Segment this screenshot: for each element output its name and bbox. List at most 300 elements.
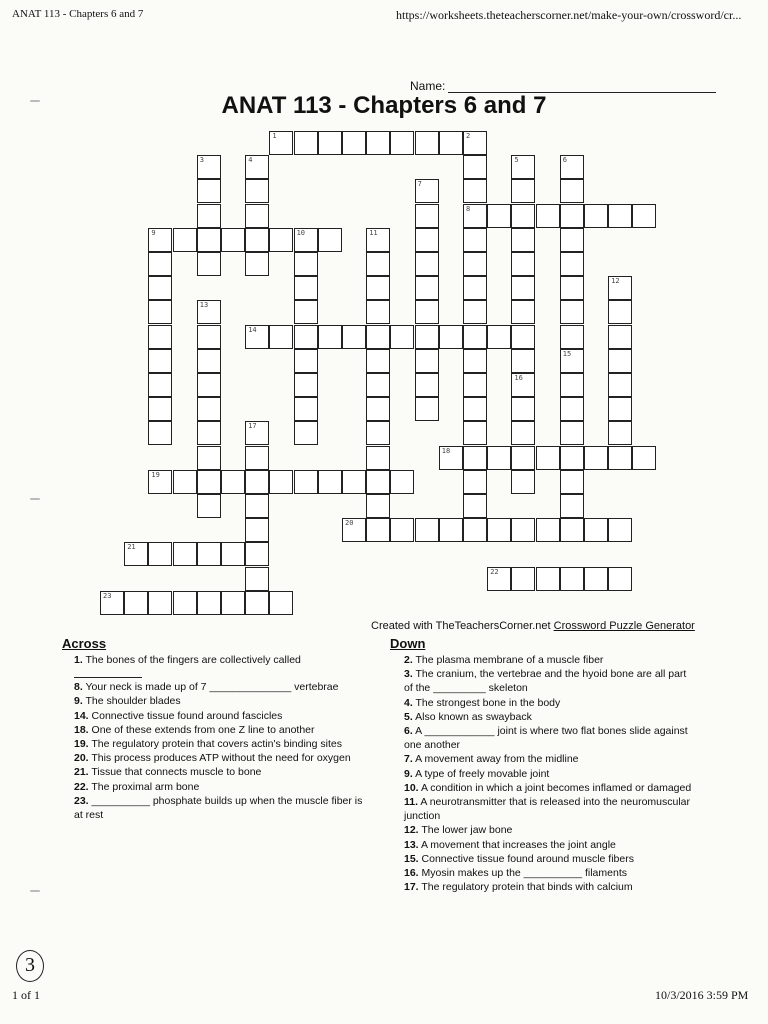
crossword-cell[interactable]	[560, 325, 584, 349]
crossword-cell[interactable]	[560, 494, 584, 518]
crossword-cell[interactable]	[560, 397, 584, 421]
crossword-cell[interactable]	[463, 470, 487, 494]
clue-text: The regulatory protein that binds with calcium	[421, 881, 633, 894]
crossword-cell[interactable]	[560, 470, 584, 494]
clue-text: A condition in which a joint becomes inflamed or damaged	[420, 781, 692, 794]
clue-down-7	[404, 752, 694, 766]
clue-number: 23.	[74, 794, 89, 807]
clue-across-14	[74, 709, 374, 723]
clue-number: 16.	[404, 867, 419, 880]
clue-down-10	[404, 781, 694, 795]
crossword-cell[interactable]	[366, 325, 390, 349]
crossword-cell[interactable]	[439, 131, 463, 155]
crossword-cell[interactable]	[148, 397, 172, 421]
crossword-cell[interactable]	[221, 542, 245, 566]
crossword-cell[interactable]	[463, 300, 487, 324]
clue-number: 21.	[74, 766, 89, 779]
crossword-cell[interactable]	[148, 276, 172, 300]
crossword-cell[interactable]	[124, 591, 148, 615]
crossword-cell[interactable]	[318, 325, 342, 349]
crossword-cell[interactable]	[415, 179, 439, 203]
clue-text: Connective tissue found around muscle fibers	[421, 852, 634, 865]
crossword-cell[interactable]	[415, 349, 439, 373]
crossword-cell[interactable]	[366, 131, 390, 155]
name-field-row	[410, 78, 716, 93]
crossword-cell[interactable]	[463, 179, 487, 203]
crossword-cell[interactable]	[463, 349, 487, 373]
clue-number: 7.	[404, 753, 413, 766]
clue-down-3	[404, 667, 694, 695]
crossword-cell[interactable]	[197, 325, 221, 349]
clue-number: 9.	[74, 695, 83, 708]
credit-prefix: Created with TheTeachersCorner.net	[371, 620, 551, 632]
generator-credit	[371, 620, 695, 632]
crossword-cell[interactable]	[560, 446, 584, 470]
clue-across-19	[74, 737, 374, 751]
clue-down-15	[404, 852, 694, 866]
crossword-cell[interactable]	[390, 325, 414, 349]
crossword-cell[interactable]	[342, 325, 366, 349]
cell-clue-number: 21	[127, 543, 136, 552]
crossword-cell[interactable]	[487, 446, 511, 470]
clue-text: A type of freely movable joint	[415, 767, 550, 780]
crossword-cell[interactable]	[415, 300, 439, 324]
clue-text: Your neck is made up of 7 ______________ vertebrae	[85, 681, 339, 694]
clue-across-23	[62, 794, 374, 822]
crossword-cell[interactable]	[463, 252, 487, 276]
crossword-cell[interactable]	[511, 567, 535, 591]
down-heading: Down	[390, 636, 426, 651]
clue-text: A movement away from the midline	[415, 753, 579, 766]
clue-text: A ____________ joint is where two flat bones slide against one another	[404, 725, 688, 752]
crossword-cell[interactable]	[269, 228, 293, 252]
crossword-cell[interactable]	[560, 276, 584, 300]
crossword-cell[interactable]	[197, 349, 221, 373]
crossword-cell[interactable]	[415, 325, 439, 349]
across-heading: Across	[62, 636, 107, 651]
crossword-cell[interactable]	[390, 470, 414, 494]
clue-text: The cranium, the vertebrae and the hyoid bone are all part of the _________ skeleton	[404, 668, 687, 695]
crossword-cell[interactable]	[415, 518, 439, 542]
clue-number: 10.	[404, 781, 419, 794]
crossword-cell[interactable]	[245, 155, 269, 179]
cell-clue-number: 5	[514, 156, 519, 165]
clue-across-9	[74, 694, 374, 708]
crossword-cell[interactable]	[245, 470, 269, 494]
crossword-cell[interactable]	[173, 591, 197, 615]
crossword-cell[interactable]	[463, 397, 487, 421]
crossword-cell[interactable]	[294, 373, 318, 397]
crossword-cell[interactable]	[511, 373, 535, 397]
crossword-cell[interactable]	[463, 494, 487, 518]
clue-text: The strongest bone in the body	[415, 696, 561, 709]
crossword-cell[interactable]	[148, 228, 172, 252]
crossword-cell[interactable]	[560, 204, 584, 228]
cell-clue-number: 19	[151, 470, 160, 479]
crossword-cell[interactable]	[511, 470, 535, 494]
crossword-cell[interactable]	[415, 276, 439, 300]
crossword-cell[interactable]	[608, 397, 632, 421]
crossword-cell[interactable]	[245, 421, 269, 445]
cell-clue-number: 4	[248, 156, 253, 165]
crossword-cell[interactable]	[366, 421, 390, 445]
crossword-cell[interactable]	[197, 397, 221, 421]
crossword-cell[interactable]	[197, 542, 221, 566]
crossword-cell[interactable]	[511, 325, 535, 349]
clue-number: 14.	[74, 709, 89, 722]
clue-down-16	[404, 866, 694, 880]
clue-text: A neurotransmitter that is released into the neuromuscular junction	[404, 796, 691, 823]
cell-clue-number: 13	[199, 301, 209, 310]
crossword-cell[interactable]	[415, 204, 439, 228]
crossword-cell[interactable]	[197, 204, 221, 228]
down-clue-list	[404, 653, 694, 894]
cell-clue-number: 18	[441, 446, 451, 455]
crossword-cell[interactable]	[245, 179, 269, 203]
crossword-cell[interactable]	[197, 373, 221, 397]
page-title: ANAT 113 - Chapters 6 and 7	[221, 92, 547, 119]
cell-clue-number: 6	[562, 156, 568, 165]
clue-text: Connective tissue found around fascicles	[91, 709, 283, 722]
crossword-cell[interactable]	[148, 300, 172, 324]
crossword-cell[interactable]	[294, 349, 318, 373]
crossword-cell[interactable]	[197, 494, 221, 518]
header-left-title: ANAT 113 - Chapters 6 and 7	[12, 8, 144, 20]
crossword-cell[interactable]	[197, 155, 221, 179]
crossword-cell[interactable]	[560, 349, 584, 373]
crossword-cell[interactable]	[197, 300, 221, 324]
crossword-cell[interactable]	[415, 228, 439, 252]
clue-text: Myosin makes up the __________ filaments	[421, 867, 627, 880]
crossword-cell[interactable]	[318, 228, 342, 252]
clue-number: 3.	[404, 668, 413, 681]
clue-text: One of these extends from one Z line to another	[91, 723, 315, 736]
crossword-cell[interactable]	[632, 446, 656, 470]
clue-text: The plasma membrane of a muscle fiber	[415, 654, 604, 666]
crossword-cell[interactable]	[245, 494, 269, 518]
crossword-cell[interactable]	[148, 542, 172, 566]
crossword-cell[interactable]	[245, 446, 269, 470]
crossword-cell[interactable]	[560, 252, 584, 276]
crossword-cell[interactable]	[173, 542, 197, 566]
crossword-cell[interactable]	[536, 446, 560, 470]
crossword-cell[interactable]	[294, 300, 318, 324]
cell-clue-number: 10	[296, 228, 306, 237]
crossword-cell[interactable]	[487, 204, 511, 228]
crossword-cell[interactable]	[560, 179, 584, 203]
crossword-cell[interactable]	[294, 421, 318, 445]
crossword-cell[interactable]	[608, 325, 632, 349]
crossword-cell[interactable]	[318, 131, 342, 155]
crossword-cell[interactable]	[197, 179, 221, 203]
crossword-cell[interactable]	[245, 542, 269, 566]
crossword-cell[interactable]	[463, 446, 487, 470]
clue-across-18	[74, 723, 374, 737]
crossword-cell[interactable]	[100, 591, 124, 615]
crossword-cell[interactable]	[245, 591, 269, 615]
crossword-cell[interactable]	[197, 591, 221, 615]
crossword-cell[interactable]	[269, 470, 293, 494]
clue-text: __________ phosphate builds up when the muscle fiber is at rest	[74, 794, 363, 822]
crossword-cell[interactable]	[148, 470, 172, 494]
scan-mark	[30, 498, 40, 500]
crossword-cell[interactable]	[148, 421, 172, 445]
crossword-cell[interactable]	[584, 567, 608, 591]
crossword-cell[interactable]	[342, 131, 366, 155]
crossword-cell[interactable]	[511, 349, 535, 373]
clue-text: Tissue that connects muscle to bone	[91, 766, 262, 779]
clue-number: 13.	[404, 838, 419, 851]
clue-number: 6.	[404, 725, 413, 738]
crossword-cell[interactable]	[560, 421, 584, 445]
crossword-cell[interactable]	[294, 276, 318, 300]
crossword-cell[interactable]	[536, 204, 560, 228]
crossword-cell[interactable]	[463, 325, 487, 349]
crossword-cell[interactable]	[366, 349, 390, 373]
clue-number: 9.	[404, 767, 413, 780]
crossword-cell[interactable]	[342, 518, 366, 542]
clue-down-9	[404, 767, 694, 781]
crossword-cell[interactable]	[511, 204, 535, 228]
crossword-cell[interactable]	[439, 325, 463, 349]
footer-page-count: 1 of 1	[12, 988, 40, 1002]
cell-clue-number: 9	[151, 228, 156, 237]
cell-clue-number: 7	[417, 180, 422, 189]
cell-clue-number: 23	[103, 591, 112, 600]
crossword-cell[interactable]	[608, 518, 632, 542]
clue-number: 12.	[404, 824, 419, 837]
crossword-cell[interactable]	[318, 470, 342, 494]
crossword-cell[interactable]	[366, 300, 390, 324]
crossword-cell[interactable]	[269, 131, 293, 155]
crossword-cell[interactable]	[511, 446, 535, 470]
crossword-cell[interactable]	[511, 518, 535, 542]
clue-number: 1.	[74, 654, 83, 666]
clue-text: The regulatory protein that covers actin's binding sites	[91, 738, 342, 751]
crossword-cell[interactable]	[221, 470, 245, 494]
crossword-cell[interactable]	[269, 591, 293, 615]
cell-clue-number: 22	[490, 567, 499, 576]
cell-clue-number: 16	[514, 374, 523, 382]
crossword-cell[interactable]	[463, 204, 487, 228]
answer-blank-line	[74, 667, 142, 678]
crossword-cell[interactable]	[608, 349, 632, 373]
crossword-cell[interactable]	[608, 276, 632, 300]
cell-clue-number: 8	[466, 204, 471, 213]
clue-number: 5.	[404, 710, 413, 723]
crossword-cell[interactable]	[511, 252, 535, 276]
clue-text: The lower jaw bone	[421, 824, 513, 837]
crossword-cell[interactable]	[173, 228, 197, 252]
credit-link[interactable]: Crossword Puzzle Generator	[553, 620, 695, 632]
crossword-cell[interactable]	[124, 542, 148, 566]
clue-across-22	[74, 780, 374, 794]
crossword-cell[interactable]	[173, 470, 197, 494]
cell-clue-number: 15	[562, 349, 572, 358]
clue-number: 15.	[404, 852, 419, 865]
crossword-cell[interactable]	[463, 131, 487, 155]
clue-down-6	[404, 724, 694, 752]
crossword-cell[interactable]	[632, 204, 656, 228]
clue-text: This process produces ATP without the need for oxygen	[91, 752, 351, 765]
crossword-cell[interactable]	[221, 228, 245, 252]
crossword-cell[interactable]	[366, 446, 390, 470]
crossword-cell[interactable]	[245, 518, 269, 542]
clue-number: 8.	[74, 681, 83, 694]
crossword-cell[interactable]	[487, 518, 511, 542]
clue-down-5	[404, 710, 694, 724]
crossword-cell[interactable]	[294, 228, 318, 252]
crossword-cell[interactable]	[536, 567, 560, 591]
crossword-cell[interactable]	[294, 252, 318, 276]
clue-number: 4.	[404, 696, 413, 709]
crossword-cell[interactable]	[608, 204, 632, 228]
clue-text: The bones of the fingers are collectively called	[85, 654, 301, 666]
crossword-cell[interactable]	[560, 155, 584, 179]
name-blank-line[interactable]	[448, 78, 716, 93]
clue-number: 19.	[74, 738, 89, 751]
crossword-cell[interactable]	[197, 446, 221, 470]
crossword-cell[interactable]	[608, 373, 632, 397]
crossword-cell[interactable]	[390, 131, 414, 155]
crossword-cell[interactable]	[463, 421, 487, 445]
crossword-cell[interactable]	[197, 252, 221, 276]
scan-mark	[30, 100, 40, 102]
crossword-cell[interactable]	[487, 325, 511, 349]
clue-down-2	[404, 653, 694, 667]
crossword-cell[interactable]	[366, 518, 390, 542]
crossword-cell[interactable]	[294, 325, 318, 349]
footer-timestamp: 10/3/2016 3:59 PM	[655, 988, 749, 1002]
crossword-cell[interactable]	[245, 325, 269, 349]
crossword-cell[interactable]	[245, 204, 269, 228]
crossword-cell[interactable]	[487, 567, 511, 591]
cell-clue-number: 2	[466, 132, 471, 140]
crossword-cell[interactable]	[245, 567, 269, 591]
crossword-cell[interactable]	[608, 446, 632, 470]
crossword-cell[interactable]	[366, 228, 390, 252]
crossword-cell[interactable]	[584, 518, 608, 542]
crossword-cell[interactable]	[294, 397, 318, 421]
clue-across-21	[74, 765, 374, 779]
crossword-cell[interactable]	[415, 397, 439, 421]
clue-text: A movement that increases the joint angle	[420, 838, 616, 851]
clue-number: 18.	[74, 723, 89, 736]
clue-down-13	[404, 838, 694, 852]
clue-text: Also known as swayback	[415, 710, 532, 723]
crossword-cell[interactable]	[463, 228, 487, 252]
cell-clue-number: 3	[199, 156, 205, 165]
cell-clue-number: 1	[272, 132, 277, 140]
crossword-cell[interactable]	[366, 276, 390, 300]
crossword-cell[interactable]	[415, 373, 439, 397]
crossword-cell[interactable]	[415, 131, 439, 155]
clue-across-20	[74, 751, 374, 765]
clue-number: 22.	[74, 780, 89, 793]
crossword-cell[interactable]	[148, 325, 172, 349]
crossword-cell[interactable]	[294, 131, 318, 155]
crossword-cell[interactable]	[148, 591, 172, 615]
crossword-cell[interactable]	[269, 325, 293, 349]
crossword-cell[interactable]	[342, 470, 366, 494]
crossword-cell[interactable]	[148, 252, 172, 276]
clue-text: The proximal arm bone	[91, 780, 200, 793]
clue-number: 2.	[404, 654, 413, 666]
crossword-cell[interactable]	[463, 155, 487, 179]
clue-across-1	[74, 653, 374, 678]
clue-number: 20.	[74, 752, 89, 765]
name-label: Name:	[410, 79, 446, 93]
crossword-cell[interactable]	[511, 276, 535, 300]
crossword-cell[interactable]	[463, 373, 487, 397]
page-number-circle: 3	[16, 950, 44, 982]
clue-number: 17.	[404, 881, 419, 894]
scan-mark	[30, 890, 40, 892]
crossword-cell[interactable]	[511, 228, 535, 252]
crossword-cell[interactable]	[366, 397, 390, 421]
clue-down-17	[404, 880, 694, 894]
crossword-cell[interactable]	[148, 349, 172, 373]
crossword-cell[interactable]	[511, 179, 535, 203]
crossword-cell[interactable]	[560, 373, 584, 397]
crossword-cell[interactable]	[511, 397, 535, 421]
crossword-cell[interactable]	[608, 567, 632, 591]
crossword-cell[interactable]	[584, 446, 608, 470]
crossword-cell[interactable]	[221, 591, 245, 615]
crossword-cell[interactable]	[608, 421, 632, 445]
crossword-cell[interactable]	[463, 518, 487, 542]
crossword-cell[interactable]	[366, 494, 390, 518]
crossword-cell[interactable]	[366, 470, 390, 494]
crossword-cell[interactable]	[439, 446, 463, 470]
crossword-cell[interactable]	[511, 300, 535, 324]
cell-clue-number: 17	[248, 422, 257, 431]
crossword-cell[interactable]	[439, 518, 463, 542]
crossword-cell[interactable]	[197, 228, 221, 252]
crossword-cell[interactable]	[463, 276, 487, 300]
crossword-cell[interactable]	[415, 252, 439, 276]
header-url: https://worksheets.theteacherscorner.net/make-your-own/crossword/cr...	[396, 8, 742, 22]
crossword-cell[interactable]	[560, 567, 584, 591]
crossword-cell[interactable]	[294, 470, 318, 494]
crossword-cell[interactable]	[608, 300, 632, 324]
crossword-cell[interactable]	[366, 373, 390, 397]
crossword-cell[interactable]	[560, 228, 584, 252]
crossword-cell[interactable]	[511, 155, 535, 179]
crossword-cell[interactable]	[511, 421, 535, 445]
crossword-cell[interactable]	[245, 252, 269, 276]
crossword-cell[interactable]	[197, 421, 221, 445]
crossword-cell[interactable]	[560, 300, 584, 324]
clue-down-11	[404, 795, 694, 823]
clue-number: 11.	[404, 796, 419, 809]
clue-text: The shoulder blades	[85, 695, 181, 708]
cell-clue-number: 14	[248, 325, 257, 334]
crossword-cell[interactable]	[560, 518, 584, 542]
crossword-cell[interactable]	[366, 252, 390, 276]
clue-across-8	[74, 680, 374, 694]
crossword-cell[interactable]	[148, 373, 172, 397]
clue-down-4	[404, 696, 694, 710]
crossword-cell[interactable]	[245, 228, 269, 252]
cell-clue-number: 12	[611, 277, 620, 286]
crossword-cell[interactable]	[584, 204, 608, 228]
clue-down-12	[404, 823, 694, 837]
crossword-cell[interactable]	[197, 470, 221, 494]
cell-clue-number: 11	[369, 228, 378, 237]
crossword-cell[interactable]	[536, 518, 560, 542]
crossword-cell[interactable]	[390, 518, 414, 542]
